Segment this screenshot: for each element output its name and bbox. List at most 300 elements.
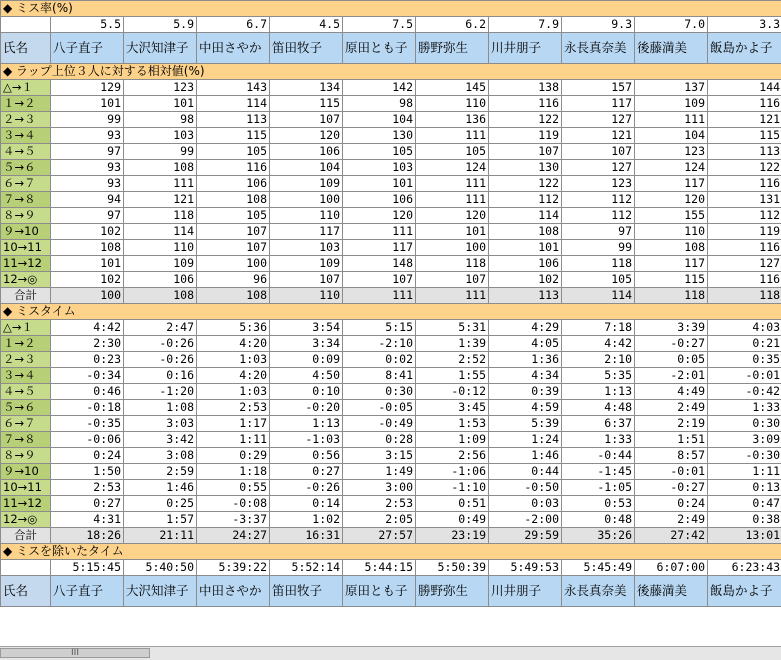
total-value-cell[interactable]: 100 <box>51 288 124 304</box>
value-cell[interactable]: 1:36 <box>489 352 562 368</box>
value-cell[interactable]: 114 <box>197 96 270 112</box>
value-cell[interactable]: 117 <box>635 176 708 192</box>
value-cell[interactable]: 117 <box>562 96 635 112</box>
runner-name-cell[interactable]: 大沢知津子 <box>124 576 197 607</box>
value-cell[interactable]: -0:35 <box>51 416 124 432</box>
value-cell[interactable]: 99 <box>562 240 635 256</box>
value-cell[interactable]: 134 <box>270 80 343 96</box>
value-cell[interactable]: 107 <box>197 224 270 240</box>
value-cell[interactable]: 120 <box>635 192 708 208</box>
runner-name-cell[interactable]: 永長真奈美 <box>562 33 635 64</box>
value-cell[interactable]: 117 <box>343 240 416 256</box>
value-cell[interactable]: 107 <box>343 272 416 288</box>
value-cell[interactable]: 0:51 <box>416 496 489 512</box>
total-value-cell[interactable]: 27:57 <box>343 528 416 544</box>
value-cell[interactable]: 1:08 <box>124 400 197 416</box>
value-cell[interactable]: 1:17 <box>197 416 270 432</box>
value-cell[interactable]: 3:34 <box>270 336 343 352</box>
value-cell[interactable]: 109 <box>124 256 197 272</box>
value-cell[interactable]: -0:42 <box>708 384 781 400</box>
value-cell[interactable]: 110 <box>270 208 343 224</box>
value-cell[interactable]: 1:49 <box>343 464 416 480</box>
value-cell[interactable]: 107 <box>270 112 343 128</box>
value-cell[interactable]: 123 <box>124 80 197 96</box>
value-cell[interactable]: -0:01 <box>708 368 781 384</box>
total-value-cell[interactable]: 113 <box>489 288 562 304</box>
value-cell[interactable]: 118 <box>562 256 635 272</box>
value-cell[interactable]: 0:46 <box>51 384 124 400</box>
value-cell[interactable]: 4:48 <box>562 400 635 416</box>
value-cell[interactable]: 93 <box>51 160 124 176</box>
value-cell[interactable]: 0:49 <box>416 512 489 528</box>
value-cell[interactable]: 108 <box>124 160 197 176</box>
value-cell[interactable]: 5.5 <box>51 17 124 33</box>
value-cell[interactable]: 3:54 <box>270 320 343 336</box>
value-cell[interactable]: 105 <box>343 144 416 160</box>
value-cell[interactable]: 4:29 <box>489 320 562 336</box>
value-cell[interactable]: 121 <box>708 112 781 128</box>
value-cell[interactable]: 2:30 <box>51 336 124 352</box>
value-cell[interactable]: 119 <box>708 224 781 240</box>
value-cell[interactable]: 112 <box>489 192 562 208</box>
value-cell[interactable]: 115 <box>197 128 270 144</box>
value-cell[interactable]: 5:35 <box>562 368 635 384</box>
value-cell[interactable]: 4:05 <box>489 336 562 352</box>
value-cell[interactable]: 4:42 <box>562 336 635 352</box>
value-cell[interactable]: 4:50 <box>270 368 343 384</box>
value-cell[interactable]: 2:19 <box>635 416 708 432</box>
runner-name-cell[interactable]: 原田とも子 <box>343 33 416 64</box>
value-cell[interactable]: 112 <box>562 192 635 208</box>
value-cell[interactable]: 107 <box>562 144 635 160</box>
value-cell[interactable]: 1:50 <box>51 464 124 480</box>
value-cell[interactable]: 2:53 <box>343 496 416 512</box>
value-cell[interactable]: 107 <box>270 272 343 288</box>
value-cell[interactable]: -1:10 <box>416 480 489 496</box>
value-cell[interactable]: 110 <box>416 96 489 112</box>
runner-name-cell[interactable]: 八子直子 <box>51 576 124 607</box>
total-value-cell[interactable]: 108 <box>197 288 270 304</box>
value-cell[interactable]: -0:26 <box>124 336 197 352</box>
total-value-cell[interactable]: 111 <box>416 288 489 304</box>
scroll-thumb[interactable]: III <box>0 648 150 658</box>
value-cell[interactable]: 0:28 <box>343 432 416 448</box>
total-value-cell[interactable]: 118 <box>708 288 781 304</box>
value-cell[interactable]: 106 <box>197 176 270 192</box>
value-cell[interactable]: 2:53 <box>51 480 124 496</box>
value-cell[interactable]: 122 <box>708 160 781 176</box>
value-cell[interactable]: 127 <box>562 112 635 128</box>
value-cell[interactable]: 0:35 <box>708 352 781 368</box>
value-cell[interactable]: -0:34 <box>51 368 124 384</box>
runner-name-cell[interactable]: 飯島かよ子 <box>708 576 781 607</box>
value-cell[interactable]: 0:21 <box>708 336 781 352</box>
value-cell[interactable]: 106 <box>124 272 197 288</box>
value-cell[interactable]: 6.7 <box>197 17 270 33</box>
value-cell[interactable]: 4:20 <box>197 336 270 352</box>
value-cell[interactable]: 5:36 <box>197 320 270 336</box>
runner-name-cell[interactable]: 後藤満美 <box>635 576 708 607</box>
value-cell[interactable]: 101 <box>51 256 124 272</box>
value-cell[interactable]: 5:39:22 <box>197 560 270 576</box>
value-cell[interactable]: 98 <box>343 96 416 112</box>
value-cell[interactable]: -0:06 <box>51 432 124 448</box>
value-cell[interactable]: 3:00 <box>343 480 416 496</box>
value-cell[interactable]: 6:07:00 <box>635 560 708 576</box>
value-cell[interactable]: -1:20 <box>124 384 197 400</box>
runner-name-cell[interactable]: 飯島かよ子 <box>708 33 781 64</box>
value-cell[interactable]: 116 <box>708 272 781 288</box>
value-cell[interactable]: 7:18 <box>562 320 635 336</box>
value-cell[interactable]: 1:11 <box>197 432 270 448</box>
value-cell[interactable]: 127 <box>562 160 635 176</box>
value-cell[interactable]: 0:30 <box>343 384 416 400</box>
value-cell[interactable]: 145 <box>416 80 489 96</box>
value-cell[interactable]: 0:29 <box>197 448 270 464</box>
value-cell[interactable]: 127 <box>708 256 781 272</box>
value-cell[interactable]: 102 <box>51 272 124 288</box>
value-cell[interactable]: 105 <box>197 208 270 224</box>
value-cell[interactable]: 148 <box>343 256 416 272</box>
value-cell[interactable]: 8:41 <box>343 368 416 384</box>
value-cell[interactable]: 121 <box>124 192 197 208</box>
value-cell[interactable]: 116 <box>197 160 270 176</box>
value-cell[interactable]: 100 <box>197 256 270 272</box>
total-value-cell[interactable]: 16:31 <box>270 528 343 544</box>
value-cell[interactable]: 131 <box>708 192 781 208</box>
value-cell[interactable]: 104 <box>270 160 343 176</box>
value-cell[interactable]: 104 <box>343 112 416 128</box>
value-cell[interactable]: -0:49 <box>343 416 416 432</box>
value-cell[interactable]: -0:44 <box>562 448 635 464</box>
value-cell[interactable]: 124 <box>416 160 489 176</box>
value-cell[interactable]: 111 <box>343 224 416 240</box>
value-cell[interactable]: 7.9 <box>489 17 562 33</box>
value-cell[interactable]: 110 <box>635 224 708 240</box>
value-cell[interactable]: 2:49 <box>635 400 708 416</box>
value-cell[interactable]: 113 <box>197 112 270 128</box>
value-cell[interactable]: 97 <box>51 144 124 160</box>
value-cell[interactable]: 113 <box>708 144 781 160</box>
value-cell[interactable]: 5:49:53 <box>489 560 562 576</box>
value-cell[interactable]: 1:33 <box>708 400 781 416</box>
value-cell[interactable]: 5:52:14 <box>270 560 343 576</box>
value-cell[interactable]: 5:31 <box>416 320 489 336</box>
value-cell[interactable]: 99 <box>51 112 124 128</box>
value-cell[interactable]: 107 <box>489 144 562 160</box>
value-cell[interactable]: -1:03 <box>270 432 343 448</box>
value-cell[interactable]: 0:38 <box>708 512 781 528</box>
value-cell[interactable]: 1:13 <box>270 416 343 432</box>
value-cell[interactable]: 4:59 <box>489 400 562 416</box>
value-cell[interactable]: 5:45:49 <box>562 560 635 576</box>
value-cell[interactable]: 155 <box>635 208 708 224</box>
value-cell[interactable]: 6:23:43 <box>708 560 781 576</box>
value-cell[interactable]: 108 <box>51 240 124 256</box>
value-cell[interactable]: 115 <box>635 272 708 288</box>
value-cell[interactable]: 9.3 <box>562 17 635 33</box>
value-cell[interactable]: 115 <box>270 96 343 112</box>
value-cell[interactable]: 3:09 <box>708 432 781 448</box>
runner-name-cell[interactable]: 中田さやか <box>197 33 270 64</box>
value-cell[interactable]: 109 <box>270 176 343 192</box>
value-cell[interactable]: 1:46 <box>124 480 197 496</box>
value-cell[interactable]: 8:57 <box>635 448 708 464</box>
value-cell[interactable]: 110 <box>124 240 197 256</box>
value-cell[interactable]: 94 <box>51 192 124 208</box>
value-cell[interactable]: -0:27 <box>635 480 708 496</box>
value-cell[interactable]: 123 <box>635 144 708 160</box>
value-cell[interactable]: 5:40:50 <box>124 560 197 576</box>
value-cell[interactable]: 105 <box>562 272 635 288</box>
runner-name-cell[interactable]: 八子直子 <box>51 33 124 64</box>
value-cell[interactable]: 3:39 <box>635 320 708 336</box>
value-cell[interactable]: 123 <box>562 176 635 192</box>
value-cell[interactable]: -0:01 <box>635 464 708 480</box>
value-cell[interactable]: 0:27 <box>270 464 343 480</box>
value-cell[interactable]: 111 <box>416 176 489 192</box>
value-cell[interactable]: 0:10 <box>270 384 343 400</box>
runner-name-cell[interactable]: 川井朋子 <box>489 576 562 607</box>
value-cell[interactable]: 103 <box>124 128 197 144</box>
value-cell[interactable]: 2:49 <box>635 512 708 528</box>
value-cell[interactable]: 0:30 <box>708 416 781 432</box>
value-cell[interactable]: 2:56 <box>416 448 489 464</box>
value-cell[interactable]: 1:24 <box>489 432 562 448</box>
value-cell[interactable]: 93 <box>51 176 124 192</box>
value-cell[interactable]: 1:11 <box>708 464 781 480</box>
value-cell[interactable]: 0:53 <box>562 496 635 512</box>
value-cell[interactable]: 0:48 <box>562 512 635 528</box>
value-cell[interactable]: -3:37 <box>197 512 270 528</box>
runner-name-cell[interactable]: 永長真奈美 <box>562 576 635 607</box>
value-cell[interactable]: 129 <box>51 80 124 96</box>
value-cell[interactable]: 121 <box>562 128 635 144</box>
value-cell[interactable]: 0:25 <box>124 496 197 512</box>
value-cell[interactable]: 0:09 <box>270 352 343 368</box>
value-cell[interactable]: 106 <box>489 256 562 272</box>
value-cell[interactable]: 93 <box>51 128 124 144</box>
runner-name-cell[interactable]: 笛田牧子 <box>270 33 343 64</box>
total-value-cell[interactable]: 23:19 <box>416 528 489 544</box>
value-cell[interactable]: 5:15:45 <box>51 560 124 576</box>
value-cell[interactable]: 0:24 <box>635 496 708 512</box>
value-cell[interactable]: 97 <box>51 208 124 224</box>
total-value-cell[interactable]: 35:26 <box>562 528 635 544</box>
value-cell[interactable]: 4.5 <box>270 17 343 33</box>
value-cell[interactable]: 137 <box>635 80 708 96</box>
value-cell[interactable]: -2:01 <box>635 368 708 384</box>
value-cell[interactable]: 116 <box>708 240 781 256</box>
value-cell[interactable]: 4:31 <box>51 512 124 528</box>
value-cell[interactable]: 0:05 <box>635 352 708 368</box>
runner-name-cell[interactable]: 笛田牧子 <box>270 576 343 607</box>
value-cell[interactable]: 101 <box>51 96 124 112</box>
value-cell[interactable]: 3:45 <box>416 400 489 416</box>
value-cell[interactable]: 4:34 <box>489 368 562 384</box>
value-cell[interactable]: -0:20 <box>270 400 343 416</box>
value-cell[interactable]: 112 <box>708 208 781 224</box>
value-cell[interactable]: 5:44:15 <box>343 560 416 576</box>
value-cell[interactable]: 111 <box>124 176 197 192</box>
value-cell[interactable]: 0:14 <box>270 496 343 512</box>
value-cell[interactable]: 157 <box>562 80 635 96</box>
value-cell[interactable]: 99 <box>124 144 197 160</box>
value-cell[interactable]: -0:27 <box>635 336 708 352</box>
value-cell[interactable]: 106 <box>270 144 343 160</box>
value-cell[interactable]: 0:55 <box>197 480 270 496</box>
value-cell[interactable]: 7.5 <box>343 17 416 33</box>
value-cell[interactable]: 100 <box>416 240 489 256</box>
value-cell[interactable]: -0:05 <box>343 400 416 416</box>
value-cell[interactable]: 138 <box>489 80 562 96</box>
runner-name-cell[interactable]: 中田さやか <box>197 576 270 607</box>
value-cell[interactable]: 101 <box>489 240 562 256</box>
value-cell[interactable]: 3:42 <box>124 432 197 448</box>
value-cell[interactable]: 116 <box>708 96 781 112</box>
value-cell[interactable]: -0:30 <box>708 448 781 464</box>
value-cell[interactable]: 119 <box>489 128 562 144</box>
total-value-cell[interactable]: 118 <box>635 288 708 304</box>
total-value-cell[interactable]: 111 <box>343 288 416 304</box>
value-cell[interactable]: 109 <box>635 96 708 112</box>
total-value-cell[interactable]: 13:01 <box>708 528 781 544</box>
value-cell[interactable]: 97 <box>562 224 635 240</box>
value-cell[interactable]: 117 <box>635 256 708 272</box>
value-cell[interactable]: 4:49 <box>635 384 708 400</box>
total-value-cell[interactable]: 21:11 <box>124 528 197 544</box>
value-cell[interactable]: 3.3 <box>708 17 781 33</box>
value-cell[interactable]: 0:03 <box>489 496 562 512</box>
value-cell[interactable]: 5:15 <box>343 320 416 336</box>
value-cell[interactable]: 111 <box>416 192 489 208</box>
value-cell[interactable]: 3:15 <box>343 448 416 464</box>
value-cell[interactable]: 130 <box>489 160 562 176</box>
value-cell[interactable]: 124 <box>635 160 708 176</box>
value-cell[interactable]: 122 <box>489 112 562 128</box>
value-cell[interactable]: 5:39 <box>489 416 562 432</box>
runner-name-cell[interactable]: 川井朋子 <box>489 33 562 64</box>
value-cell[interactable]: 101 <box>416 224 489 240</box>
value-cell[interactable]: 118 <box>416 256 489 272</box>
value-cell[interactable]: 1:46 <box>489 448 562 464</box>
horizontal-scrollbar[interactable] <box>0 646 781 660</box>
value-cell[interactable]: 109 <box>270 256 343 272</box>
value-cell[interactable]: 1:02 <box>270 512 343 528</box>
value-cell[interactable]: 1:18 <box>197 464 270 480</box>
total-value-cell[interactable]: 18:26 <box>51 528 124 544</box>
value-cell[interactable]: 107 <box>416 272 489 288</box>
value-cell[interactable]: 1:51 <box>635 432 708 448</box>
value-cell[interactable]: 101 <box>124 96 197 112</box>
value-cell[interactable]: 130 <box>343 128 416 144</box>
value-cell[interactable]: 1:53 <box>416 416 489 432</box>
value-cell[interactable]: 104 <box>635 128 708 144</box>
value-cell[interactable]: -1:05 <box>562 480 635 496</box>
value-cell[interactable]: 102 <box>51 224 124 240</box>
value-cell[interactable]: 96 <box>197 272 270 288</box>
value-cell[interactable]: 3:08 <box>124 448 197 464</box>
value-cell[interactable]: 115 <box>708 128 781 144</box>
value-cell[interactable]: -0:50 <box>489 480 562 496</box>
runner-name-cell[interactable]: 大沢知津子 <box>124 33 197 64</box>
value-cell[interactable]: -0:12 <box>416 384 489 400</box>
value-cell[interactable]: -1:06 <box>416 464 489 480</box>
value-cell[interactable]: 142 <box>343 80 416 96</box>
value-cell[interactable]: 111 <box>635 112 708 128</box>
value-cell[interactable]: 0:23 <box>51 352 124 368</box>
value-cell[interactable]: 2:53 <box>197 400 270 416</box>
value-cell[interactable]: 1:03 <box>197 352 270 368</box>
value-cell[interactable]: 6:37 <box>562 416 635 432</box>
value-cell[interactable]: 105 <box>416 144 489 160</box>
value-cell[interactable]: 7.0 <box>635 17 708 33</box>
value-cell[interactable]: 1:09 <box>416 432 489 448</box>
value-cell[interactable]: 4:42 <box>51 320 124 336</box>
value-cell[interactable]: 108 <box>489 224 562 240</box>
value-cell[interactable]: 114 <box>489 208 562 224</box>
total-value-cell[interactable]: 110 <box>270 288 343 304</box>
value-cell[interactable]: 103 <box>270 240 343 256</box>
value-cell[interactable]: 100 <box>270 192 343 208</box>
value-cell[interactable]: -2:00 <box>489 512 562 528</box>
value-cell[interactable]: 1:57 <box>124 512 197 528</box>
value-cell[interactable]: -0:08 <box>197 496 270 512</box>
value-cell[interactable]: -0:26 <box>270 480 343 496</box>
value-cell[interactable]: 0:02 <box>343 352 416 368</box>
total-value-cell[interactable]: 29:59 <box>489 528 562 544</box>
total-value-cell[interactable]: 24:27 <box>197 528 270 544</box>
value-cell[interactable]: 1:33 <box>562 432 635 448</box>
value-cell[interactable]: 143 <box>197 80 270 96</box>
value-cell[interactable]: 1:55 <box>416 368 489 384</box>
value-cell[interactable]: 3:03 <box>124 416 197 432</box>
value-cell[interactable]: 103 <box>343 160 416 176</box>
value-cell[interactable]: 0:56 <box>270 448 343 464</box>
value-cell[interactable]: 4:20 <box>197 368 270 384</box>
value-cell[interactable]: 107 <box>197 240 270 256</box>
value-cell[interactable]: 108 <box>197 192 270 208</box>
value-cell[interactable]: 114 <box>124 224 197 240</box>
value-cell[interactable]: 0:16 <box>124 368 197 384</box>
value-cell[interactable]: 5:50:39 <box>416 560 489 576</box>
value-cell[interactable]: 118 <box>124 208 197 224</box>
value-cell[interactable]: 120 <box>416 208 489 224</box>
value-cell[interactable]: 98 <box>124 112 197 128</box>
value-cell[interactable]: 122 <box>489 176 562 192</box>
value-cell[interactable]: 136 <box>416 112 489 128</box>
value-cell[interactable]: 120 <box>270 128 343 144</box>
value-cell[interactable]: 106 <box>343 192 416 208</box>
value-cell[interactable]: 6.2 <box>416 17 489 33</box>
value-cell[interactable]: 5.9 <box>124 17 197 33</box>
value-cell[interactable]: -0:26 <box>124 352 197 368</box>
value-cell[interactable]: 0:39 <box>489 384 562 400</box>
value-cell[interactable]: 108 <box>635 240 708 256</box>
value-cell[interactable]: 2:59 <box>124 464 197 480</box>
total-value-cell[interactable]: 114 <box>562 288 635 304</box>
value-cell[interactable]: 116 <box>489 96 562 112</box>
value-cell[interactable]: 111 <box>416 128 489 144</box>
value-cell[interactable]: -1:45 <box>562 464 635 480</box>
value-cell[interactable]: 2:05 <box>343 512 416 528</box>
value-cell[interactable]: 112 <box>562 208 635 224</box>
runner-name-cell[interactable]: 勝野弥生 <box>416 33 489 64</box>
value-cell[interactable]: -0:18 <box>51 400 124 416</box>
value-cell[interactable]: -2:10 <box>343 336 416 352</box>
value-cell[interactable]: 0:27 <box>51 496 124 512</box>
value-cell[interactable]: 4:03 <box>708 320 781 336</box>
